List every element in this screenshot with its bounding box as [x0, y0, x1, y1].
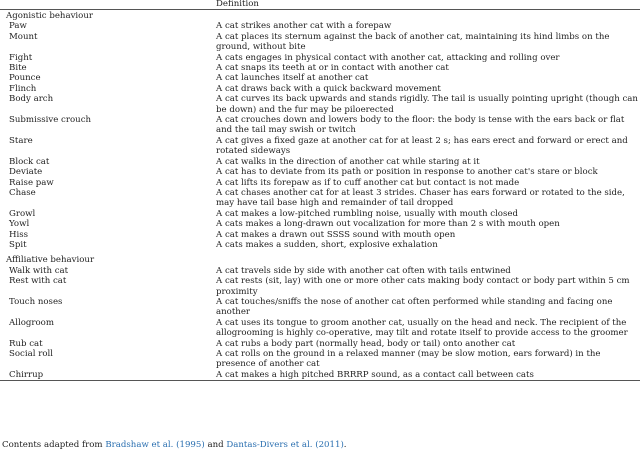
behaviour-definition: A cat places its sternum against the back of another cat, maintaining its hind limbs on the ground, without bite — [216, 31, 610, 53]
column-header-definition: Definition — [212, 0, 640, 10]
table-row — [0, 318, 640, 339]
behaviour-name: Submissive crouch — [9, 115, 92, 126]
behaviour-definition: A cat makes a drawn out SSSS sound with mouth open — [216, 229, 456, 240]
behaviour-definition: A cat gives a fixed gaze at another cat for at least 2 s; has ears erect and forward or erect and rotated sideways — [216, 135, 628, 157]
table-row — [0, 276, 640, 297]
table-row — [0, 63, 640, 73]
behaviour-definition: A cat makes a high pitched BRRRP sound, as a contact call between cats — [212, 370, 640, 381]
behaviour-definition: A cat rubs a body part (normally head, body or tail) onto another cat — [216, 338, 516, 349]
table-row — [0, 209, 640, 219]
behaviour-name: Pounce — [9, 73, 41, 84]
behaviour-definition: A cats makes a long-drawn out vocalization for more than 2 s with mouth open — [216, 219, 560, 230]
section-row — [0, 10, 640, 22]
behaviour-name: Rub cat — [9, 338, 43, 349]
behaviour-name: Paw — [9, 21, 27, 32]
behaviour-definition: A cat snaps its teeth at or in contact with another cat — [216, 63, 449, 74]
behaviour-name: Hiss — [9, 229, 29, 240]
table-row — [0, 297, 640, 318]
behaviour-definition: A cat crouches down and lowers body to the floor: the body is tense with the ears back or flat and the tail may swish or twitch — [216, 115, 625, 136]
behaviour-name: Chirrup — [0, 370, 212, 381]
behaviour-definition: A cat curves its back upwards and stands rigidly. The tail is usually pointing upright (though can be down) and the fur may be piloerected — [216, 94, 638, 115]
behaviour-definition: A cat rests (sit, lay) with one or more other cats making body contact or body part within 5 cm proximity — [216, 276, 630, 297]
table-row — [0, 32, 640, 53]
behaviour-definition: A cat travels side by side with another cat often with tails entwined — [216, 265, 511, 276]
table-row — [0, 219, 640, 229]
table-row — [0, 178, 640, 188]
behaviour-definition: A cat launches itself at another cat — [216, 73, 369, 84]
section-title: Affiliative behaviour — [6, 255, 95, 266]
behaviour-name: Fight — [9, 52, 33, 63]
table-row — [0, 370, 640, 381]
behaviour-definition: A cat rolls on the ground in a relaxed manner (may be slow motion, ears forward) in the presence of another cat — [216, 349, 601, 370]
behaviour-name: Spit — [9, 239, 27, 250]
behaviour-name: Walk with cat — [9, 265, 69, 276]
footnote-prefix: Contents adapted from — [2, 440, 106, 450]
behaviour-name: Growl — [9, 208, 36, 219]
table-row — [0, 230, 640, 240]
behaviour-definition: A cat strikes another cat with a forepaw — [216, 21, 392, 32]
behaviour-definition: A cat makes a low-pitched rumbling noise, usually with mouth closed — [216, 208, 518, 219]
behaviour-name: Social roll — [9, 349, 54, 359]
behaviour-definition: A cats engages in physical contact with another cat, attacking and rolling over — [216, 52, 560, 63]
table-row — [0, 339, 640, 349]
behaviour-definition: A cat chases another cat for at least 3 strides. Chaser has ears forward or rotated to the side, may have tail base high and remainder of tail dropped — [216, 187, 625, 209]
behaviour-name: Rest with cat — [9, 276, 67, 287]
table-header-row — [0, 0, 640, 10]
behaviour-name: Yowl — [9, 219, 30, 230]
table-row — [0, 115, 640, 136]
behaviour-name: Bite — [9, 63, 27, 74]
behaviour-definition: A cat draws back with a quick backward movement — [216, 83, 441, 94]
table-row — [0, 188, 640, 209]
table-row — [0, 73, 640, 83]
behaviour-name: Touch noses — [9, 296, 63, 307]
behaviour-name: Block cat — [9, 156, 50, 167]
table-footnote — [2, 440, 347, 451]
table-row — [0, 21, 640, 31]
behaviour-definition: A cat lifts its forepaw as if to cuff another cat but contact is not made — [216, 177, 520, 188]
table-row — [0, 84, 640, 94]
table-row — [0, 53, 640, 63]
table-row — [0, 157, 640, 167]
behaviour-name: Deviate — [9, 167, 43, 178]
table-row — [0, 136, 640, 157]
behaviour-definition: A cat has to deviate from its path or position in response to another cat's stare or block — [216, 167, 598, 178]
footnote-conjunction: and — [204, 440, 227, 450]
behaviour-name: Raise paw — [9, 177, 54, 188]
table-row — [0, 94, 640, 115]
reference-link-dantas-divers[interactable]: Dantas-Divers et al. (2011) — [226, 440, 344, 450]
table-row — [0, 167, 640, 177]
table-row — [0, 240, 640, 250]
footnote-suffix: . — [343, 440, 347, 450]
section-title: Agonistic behaviour — [6, 11, 93, 21]
behaviour-definition: A cat touches/sniffs the nose of another cat often performed while standing and facing one another — [216, 296, 613, 318]
behaviour-name: Flinch — [9, 83, 37, 94]
behaviour-name: Body arch — [9, 94, 54, 105]
behaviour-definition: A cat walks in the direction of another cat while staring at it — [216, 156, 480, 167]
reference-link-bradshaw[interactable]: Bradshaw et al. (1995) — [105, 440, 205, 450]
table-row — [0, 349, 640, 370]
behaviour-definition: A cat uses its tongue to groom another cat, usually on the head and neck. The recipient of the allogrooming is highly co-operative, may tilt and rotate itself to provide access to the groomer — [216, 317, 628, 339]
section-row — [0, 250, 640, 265]
behaviour-name: Mount — [9, 31, 38, 42]
column-header-behaviour — [0, 0, 212, 10]
behaviour-name: Chase — [9, 187, 36, 198]
behaviour-name: Stare — [9, 135, 33, 146]
table-body — [0, 10, 640, 381]
behaviour-definition: A cats makes a sudden, short, explosive exhalation — [216, 239, 438, 250]
table-row — [0, 266, 640, 276]
behaviour-name: Allogroom — [9, 317, 54, 328]
